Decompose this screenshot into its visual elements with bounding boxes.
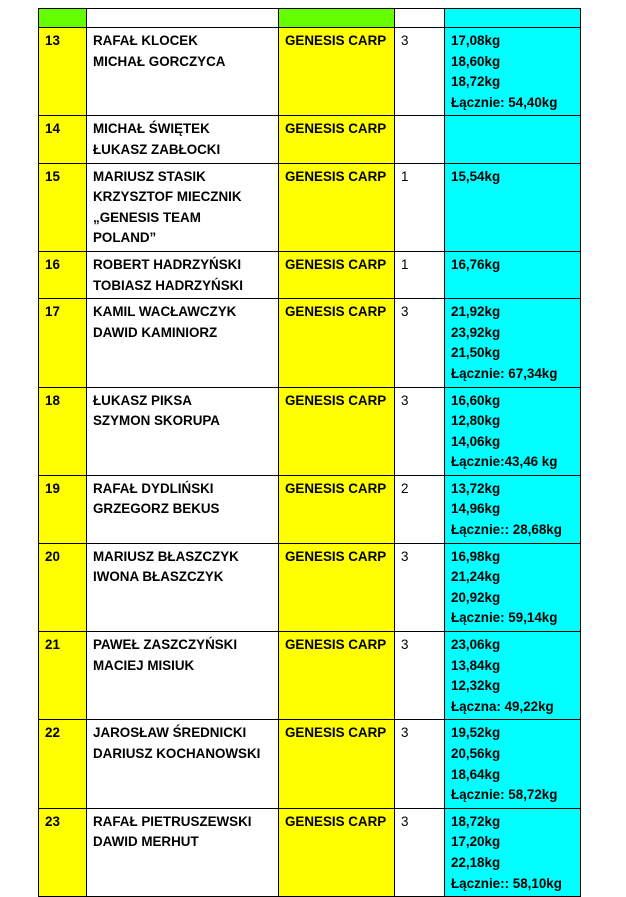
row-names	[87, 720, 279, 808]
table-row	[39, 632, 581, 720]
competitor-name: RAFAŁ PIETRUSZEWSKI	[93, 813, 252, 829]
row-team	[279, 299, 395, 387]
table-row	[39, 251, 581, 298]
row-names	[87, 475, 279, 543]
row-team	[279, 163, 395, 251]
row-team	[279, 632, 395, 720]
result-total: Łącznie:: 28,68kg	[451, 522, 562, 538]
competitor-name: MICHAŁ GORCZYCA	[93, 53, 226, 69]
row-names	[87, 28, 279, 116]
team-name-text: GENESIS CARP	[285, 548, 387, 564]
row-number	[39, 251, 87, 298]
team-name-text: GENESIS CARP	[285, 33, 387, 48]
table-row	[39, 299, 581, 387]
result-weight: 17,20kg	[451, 834, 501, 850]
row-catch-count	[395, 808, 445, 896]
row-number	[39, 163, 87, 251]
page-edge-mark-right	[580, 840, 581, 846]
competitor-name: KRZYSZTOF MIECZNIK	[93, 189, 242, 205]
row-results	[445, 251, 581, 298]
competitor-name: IWONA BŁASZCZYK	[93, 569, 224, 585]
row-number	[39, 116, 87, 163]
result-weight: 16,60kg	[451, 392, 501, 408]
result-total: Łącznie: 67,34kg	[451, 365, 558, 381]
results-table	[38, 8, 581, 897]
result-total: Łącznie: 58,72kg	[451, 787, 558, 803]
competitor-name: JAROSŁAW ŚREDNICKI	[93, 725, 247, 741]
row-number	[39, 28, 87, 116]
table-row	[39, 808, 581, 896]
row-results	[445, 163, 581, 251]
row-names	[87, 387, 279, 475]
competitor-name: PAWEŁ ZASZCZYŃSKI	[93, 637, 238, 653]
competitor-name: ROBERT HADRZYŃSKI	[93, 256, 242, 272]
result-weight: 23,92kg	[451, 324, 501, 340]
row-results	[445, 387, 581, 475]
row-catch-count	[395, 299, 445, 387]
row-number-text: 15	[45, 168, 60, 184]
result-weight: 17,08kg	[451, 33, 501, 48]
result-weight: 13,84kg	[451, 657, 501, 673]
row-number-text: 19	[45, 480, 60, 496]
row-number-text: 14	[45, 121, 60, 137]
competitor-name: DAWID KAMINIORZ	[93, 324, 218, 340]
table-row	[39, 475, 581, 543]
row-team	[279, 808, 395, 896]
catch-count-text: 3	[401, 33, 409, 48]
row-number-text: 21	[45, 637, 60, 653]
table-row	[39, 543, 581, 631]
team-name-text: GENESIS CARP	[285, 725, 387, 741]
result-weight: 19,52kg	[451, 725, 501, 741]
result-weight: 12,80kg	[451, 413, 501, 429]
result-total: Łącznie:43,46 kg	[451, 454, 558, 470]
row-number	[39, 387, 87, 475]
competitor-name: MACIEJ MISIUK	[93, 657, 195, 673]
header-cell-team	[279, 9, 395, 28]
team-name-text: GENESIS CARP	[285, 813, 387, 829]
row-catch-count	[395, 720, 445, 808]
row-number-text: 17	[45, 304, 60, 320]
results-table-wrapper	[38, 8, 581, 897]
row-catch-count	[395, 387, 445, 475]
result-total: Łącznie: 54,40kg	[451, 94, 558, 110]
header-cell-results	[445, 9, 581, 28]
row-names	[87, 632, 279, 720]
row-catch-count	[395, 543, 445, 631]
competitor-name: KAMIL WACŁAWCZYK	[93, 304, 237, 320]
result-weight: 12,32kg	[451, 678, 501, 694]
row-results	[445, 475, 581, 543]
row-results	[445, 808, 581, 896]
page-edge-mark-left	[38, 840, 39, 846]
row-number	[39, 808, 87, 896]
table-row	[39, 720, 581, 808]
result-weight: 18,72kg	[451, 74, 501, 90]
row-team	[279, 116, 395, 163]
result-weight: 18,64kg	[451, 766, 501, 782]
competitor-name: MARIUSZ STASIK	[93, 168, 206, 184]
row-number	[39, 299, 87, 387]
competitor-name: ŁUKASZ ZABŁOCKI	[93, 141, 221, 157]
competitor-name: RAFAŁ DYDLIŃSKI	[93, 480, 214, 496]
header-cell-names	[87, 9, 279, 28]
row-results	[445, 720, 581, 808]
result-weight: 22,18kg	[451, 854, 501, 870]
row-catch-count	[395, 475, 445, 543]
result-weight: 14,06kg	[451, 433, 501, 449]
result-total: Łącznie:: 58,10kg	[451, 875, 562, 891]
team-name-text: GENESIS CARP	[285, 168, 387, 184]
row-results	[445, 299, 581, 387]
row-catch-count	[395, 251, 445, 298]
result-total: Łącznie: 59,14kg	[451, 610, 558, 626]
competitor-name: DAWID MERHUT	[93, 834, 199, 850]
table-row	[39, 387, 581, 475]
result-weight: 23,06kg	[451, 637, 501, 653]
result-weight: 21,50kg	[451, 345, 501, 361]
competitor-name: POLAND”	[93, 230, 157, 246]
row-results	[445, 632, 581, 720]
catch-count-text: 3	[401, 392, 409, 408]
result-weight: 13,72kg	[451, 480, 501, 496]
competitor-name: SZYMON SKORUPA	[93, 413, 220, 429]
team-name-text: GENESIS CARP	[285, 121, 387, 137]
results-table-body	[39, 9, 581, 897]
row-number	[39, 720, 87, 808]
result-weight: 14,96kg	[451, 501, 501, 517]
result-weight: 18,72kg	[451, 813, 501, 829]
team-name-text: GENESIS CARP	[285, 637, 387, 653]
result-weight: 21,24kg	[451, 569, 501, 585]
row-number	[39, 632, 87, 720]
catch-count-text: 1	[401, 256, 409, 272]
row-names	[87, 116, 279, 163]
row-number-text: 16	[45, 256, 60, 272]
table-row	[39, 116, 581, 163]
row-names	[87, 808, 279, 896]
catch-count-text: 3	[401, 637, 409, 653]
result-weight: 21,92kg	[451, 304, 501, 320]
table-row	[39, 163, 581, 251]
row-names	[87, 163, 279, 251]
catch-count-text: 1	[401, 168, 409, 184]
row-results	[445, 116, 581, 163]
competitor-name: ŁUKASZ PIKSA	[93, 392, 192, 408]
catch-count-text: 3	[401, 813, 409, 829]
row-team	[279, 387, 395, 475]
result-weight: 16,98kg	[451, 548, 501, 564]
competitor-name: MARIUSZ BŁASZCZYK	[93, 548, 239, 564]
row-names	[87, 543, 279, 631]
row-catch-count	[395, 28, 445, 116]
row-number-text: 22	[45, 725, 60, 741]
result-weight: 16,76kg	[451, 256, 501, 272]
catch-count-text: 3	[401, 725, 409, 741]
competitor-name: „GENESIS TEAM	[93, 209, 201, 225]
row-number	[39, 475, 87, 543]
row-results	[445, 28, 581, 116]
row-team	[279, 720, 395, 808]
table-row	[39, 28, 581, 116]
team-name-text: GENESIS CARP	[285, 256, 387, 272]
row-catch-count	[395, 116, 445, 163]
row-catch-count	[395, 163, 445, 251]
table-header-row	[39, 9, 581, 28]
header-cell-count	[395, 9, 445, 28]
row-names	[87, 299, 279, 387]
row-number	[39, 543, 87, 631]
competitor-name: GRZEGORZ BEKUS	[93, 501, 220, 517]
row-team	[279, 475, 395, 543]
result-weight: 20,56kg	[451, 746, 501, 761]
header-cell-number	[39, 9, 87, 28]
team-name-text: GENESIS CARP	[285, 392, 387, 408]
competitor-name: TOBIASZ HADRZYŃSKI	[93, 277, 244, 293]
catch-count-text: 2	[401, 480, 409, 496]
catch-count-text: 3	[401, 304, 409, 320]
row-team	[279, 28, 395, 116]
competitor-name: DARIUSZ KOCHANOWSKI	[93, 746, 261, 761]
row-team	[279, 543, 395, 631]
row-catch-count	[395, 632, 445, 720]
row-number-text: 20	[45, 548, 60, 564]
catch-count-text: 3	[401, 548, 409, 564]
row-number-text: 13	[45, 33, 60, 48]
row-names	[87, 251, 279, 298]
result-weight: 20,92kg	[451, 589, 501, 605]
competitor-name: RAFAŁ KLOCEK	[93, 33, 198, 48]
result-total: Łączna: 49,22kg	[451, 698, 554, 714]
row-results	[445, 543, 581, 631]
team-name-text: GENESIS CARP	[285, 480, 387, 496]
row-number-text: 18	[45, 392, 60, 408]
row-team	[279, 251, 395, 298]
result-weight: 15,54kg	[451, 168, 501, 184]
competitor-name: MICHAŁ ŚWIĘTEK	[93, 121, 210, 137]
result-weight: 18,60kg	[451, 53, 501, 69]
team-name-text: GENESIS CARP	[285, 304, 387, 320]
row-number-text: 23	[45, 813, 60, 829]
